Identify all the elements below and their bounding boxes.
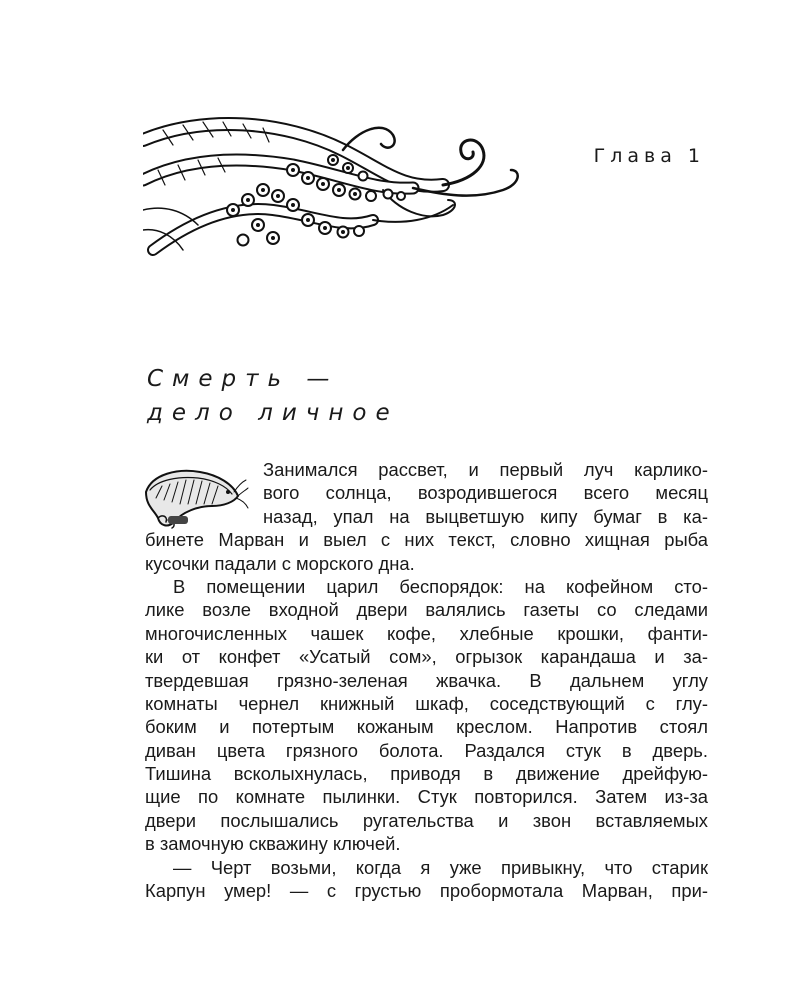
chapter-title-line-1: Смерть — [147,366,339,392]
text-line: многочисленных чашек кофе, хлебные крошки, фанти- [145,622,708,644]
text-line: бинете Марван и выел с них текст, словно хищная рыба [145,529,708,551]
text-line: ки от конфет «Усатый сом», огрызок карандаша и за- [145,646,708,668]
text-line: В помещении царил беспорядок: на кофейном сто- [173,575,708,597]
text-line: твердевшая грязно-зеленая жвачка. В дальнем углу [145,669,708,691]
chapter-title-line-2: дело личное [147,400,399,426]
text-line: назад, упал на выцветшую кипу бумаг в ка- [263,505,708,527]
chapter-number: Глава 1 [593,145,705,167]
text-line: диван цвета грязного болота. Раздался стук в дверь. [145,739,708,761]
chapter-title [147,362,399,430]
text-line: вого солнца, возродившегося всего месяц [263,482,708,504]
text-line: — Черт возьми, когда я уже привыкну, что старик [173,856,708,878]
text-line: Тишина всколыхнулась, приводя в движение дрейфую- [145,763,708,785]
text-line: боким и потертым кожаным креслом. Напротив стоял [145,716,708,738]
text-line: кусочки падали с морского дна. [145,552,415,574]
text-line: комнаты чернел книжный шкаф, соседствующий с глу- [145,692,708,714]
body-text [145,458,708,902]
text-line: Карпун умер! — с грустью пробормотала Марван, при- [145,880,708,902]
text-line: двери послышались ругательства и звон вставляемых [145,809,708,831]
text-line: в замочную скважину ключей. [145,833,401,855]
text-line: Занимался рассвет, и первый луч карлико- [263,459,708,480]
text-line: лике возле входной двери валялись газеты со следами [145,599,708,621]
octopus-tentacles-illustration [143,110,523,260]
text-line: щие по комнате пылинки. Стук повторился. Затем из-за [145,786,708,808]
